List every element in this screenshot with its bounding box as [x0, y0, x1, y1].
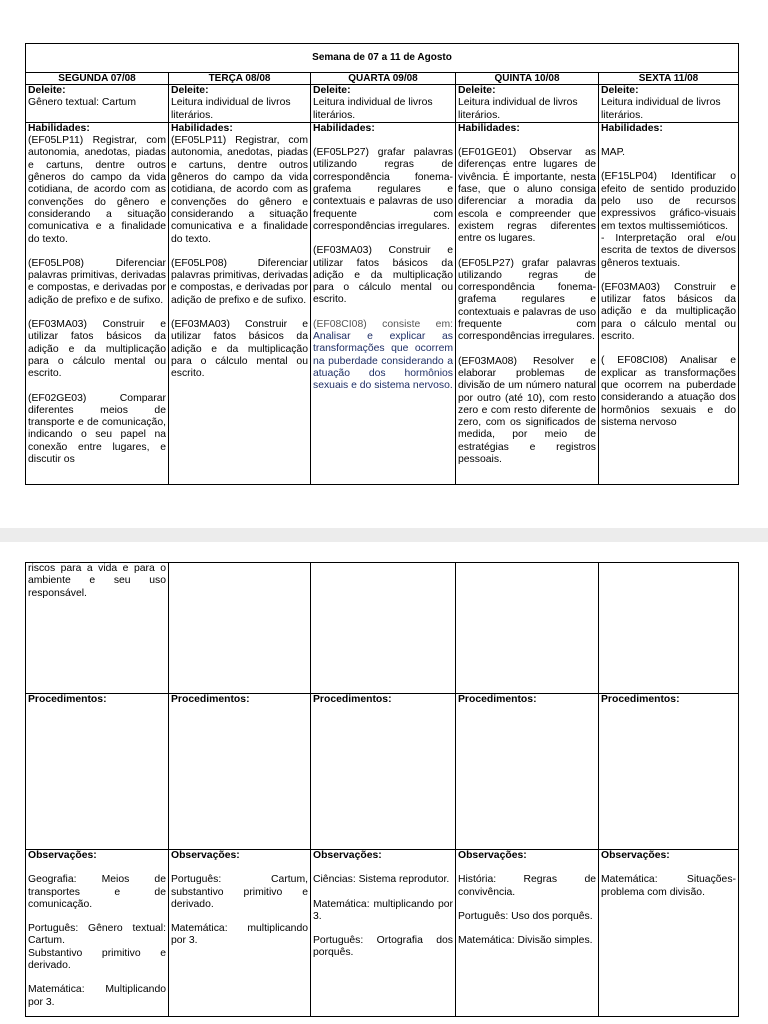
observacoes-quarta	[311, 850, 456, 1017]
procedimentos-segunda	[26, 694, 169, 850]
observacao-item: Matemática: multiplicando por 3.	[171, 923, 308, 947]
observacao-item: Português: Cartum, substantivo primitivo e derivado.	[171, 874, 308, 910]
habilidades-label: Habilidades:	[28, 122, 90, 134]
skills-cont-terca	[169, 563, 311, 694]
procedimentos-label: Procedimentos:	[313, 694, 392, 705]
skills-cont-segunda	[26, 563, 169, 694]
skills-cont-sexta	[599, 563, 739, 694]
observacoes-row	[26, 850, 739, 1017]
skill-item: (EF03MA03) Construir e utilizar fatos básicos da adição e da multiplicação para o cálculo mental ou escrito.	[171, 319, 308, 380]
observacao-item: Matemática: Multiplicando por 3.	[28, 984, 166, 1008]
observacoes-label: Observações:	[171, 850, 240, 861]
observacao-item: Matemática: Situações-problema com divisão.	[601, 874, 736, 898]
observacao-item: Geografia: Meios de transportes e de comunicação.	[28, 874, 166, 910]
week-title: Semana de 07 a 11 de Agosto	[26, 44, 739, 73]
deleite-label: Deleite:	[458, 85, 496, 96]
skills-cont-quinta	[456, 563, 599, 694]
day-header-quarta: QUARTA 09/08	[311, 73, 456, 85]
habilidades-label: Habilidades:	[458, 122, 520, 134]
deleite-text: Gênero textual: Cartum	[28, 97, 136, 109]
day-header-quinta: QUINTA 10/08	[456, 73, 599, 85]
deleite-text: Leitura individual de livros literários.	[458, 97, 578, 121]
skill-item: (EF05LP08) Diferenciar palavras primitivas, derivadas e compostas, e derivadas por adição de prefixo e de sufixo.	[28, 257, 166, 306]
procedimentos-quinta	[456, 694, 599, 850]
deleite-label: Deleite:	[171, 85, 209, 96]
skill-item: (EF05LP27) grafar palavras utilizando regras de correspondência fonema-grafema regulares e contextuais e palavras de uso frequente com correspondências irregulares.	[458, 257, 596, 343]
day-header-terca: TERÇA 08/08	[169, 73, 311, 85]
procedimentos-label: Procedimentos:	[171, 694, 250, 705]
skill-item: (EF05LP11) Registrar, com autonomia, anedotas, piadas e cartuns, dentre outros gêneros do campo da vida cotidiana, de acordo com as convenções do gênero e considerando a situação comunicativa e a finalidade do texto.	[171, 135, 308, 245]
day-header-sexta: SEXTA 11/08	[599, 73, 739, 85]
habilidades-continued-row	[26, 563, 739, 694]
deleite-cell-quarta	[311, 85, 456, 123]
observacao-item: Ciências: Sistema reprodutor.	[313, 874, 450, 886]
skill-item-continued: riscos para a vida e para o ambiente e seu uso responsável.	[28, 563, 166, 599]
observacoes-label: Observações:	[458, 850, 527, 861]
weekly-plan-table-continued	[25, 562, 739, 1017]
observacao-item: Português: Ortografia dos porquês.	[313, 935, 453, 959]
skills-cell-terca	[169, 122, 311, 484]
observacoes-label: Observações:	[313, 850, 382, 861]
deleite-text: Leitura individual de livros literários.	[313, 97, 433, 121]
observacoes-label: Observações:	[28, 850, 97, 861]
skills-cell-segunda	[26, 122, 169, 484]
days-header-row	[26, 73, 739, 85]
skill-item: (EF05LP11) Registrar, com autonomia, anedotas, piadas e cartuns, dentre outros gêneros do campo da vida cotidiana, de acordo com as convenções do gênero e considerando a situação comunicativa e a finalidade do texto.	[28, 135, 166, 245]
deleite-label: Deleite:	[28, 85, 66, 96]
observacao-item: Português: Uso dos porquês.	[458, 910, 593, 922]
procedimentos-row	[26, 694, 739, 850]
procedimentos-sexta	[599, 694, 739, 850]
habilidades-label: Habilidades:	[313, 122, 375, 134]
skill-item: (EF03MA03) Construir e utilizar fatos básicos da adição e da multiplicação para o cálculo mental ou escrito.	[313, 245, 453, 306]
habilidades-label: Habilidades:	[601, 122, 663, 134]
procedimentos-label: Procedimentos:	[28, 694, 107, 705]
habilidades-row	[26, 122, 739, 484]
skill-item: (EF03MA08) Resolver e elaborar problemas de divisão de um número natural por outro (até 10), com resto zero e com resto diferente de zero, com os significados de medida, por meio de estratégias e registros pessoais.	[458, 355, 596, 466]
deleite-cell-sexta	[599, 85, 739, 123]
skill-item: (EF02GE03) Comparar diferentes meios de transporte e de comunicação, indicando o seu papel na conexão entre lugares, e discutir os	[28, 392, 166, 466]
skill-item: (EF15LP04) Identificar o efeito de sentido produzido pelo uso de recursos expressivos gráfico-visuais em textos multissemióticos. - Interpretação oral e/ou escrita de textos de diversos gêneros textuais.	[601, 171, 736, 269]
procedimentos-label: Procedimentos:	[601, 694, 680, 705]
skill-item: (EF01GE01) Observar as diferenças entre lugares de vivência. É importante, nesta fase, que o aluno consiga diferenciar a moradia da escola e compreender que existem regras diferentes entre os lugares.	[458, 147, 596, 245]
observacao-item: Português: Gênero textual: Cartum. Substantivo primitivo e derivado.	[28, 923, 166, 972]
observacoes-terca	[169, 850, 311, 1017]
skill-item: (EF03MA03) Construir e utilizar fatos básicos da adição e da multiplicação para o cálculo mental ou escrito.	[28, 319, 166, 380]
skill-item	[313, 319, 453, 393]
procedimentos-quarta	[311, 694, 456, 850]
procedimentos-label: Procedimentos:	[458, 694, 537, 705]
skill-description: Analisar e explicar as transformações que ocorrem na puberdade considerando a atuação dos hormônios sexuais e do sistema nervoso.	[313, 331, 453, 392]
deleite-cell-terca	[169, 85, 311, 123]
deleite-text: Leitura individual de livros literários.	[601, 97, 721, 121]
skill-item: (EF03MA03) Construir e utilizar fatos básicos da adição e da multiplicação para o cálculo mental ou escrito.	[601, 281, 736, 343]
observacoes-sexta	[599, 850, 739, 1017]
weekly-plan-table	[25, 43, 739, 485]
observacao-item: Matemática: Divisão simples.	[458, 935, 593, 947]
procedimentos-terca	[169, 694, 311, 850]
observacoes-segunda	[26, 850, 169, 1017]
skill-item: MAP.	[601, 147, 626, 159]
skill-code: (EF08CI08) consiste em:	[313, 318, 453, 330]
skills-cell-quarta	[311, 122, 456, 484]
habilidades-label: Habilidades:	[171, 122, 233, 134]
deleite-cell-segunda	[26, 85, 169, 123]
observacoes-quinta	[456, 850, 599, 1017]
skills-cont-quarta	[311, 563, 456, 694]
observacoes-label: Observações:	[601, 850, 670, 861]
deleite-label: Deleite:	[601, 85, 639, 96]
skills-cell-quinta	[456, 122, 599, 484]
deleite-text: Leitura individual de livros literários.	[171, 97, 291, 121]
deleite-cell-quinta	[456, 85, 599, 123]
observacao-item: Matemática: multiplicando por 3.	[313, 898, 453, 922]
day-header-segunda: SEGUNDA 07/08	[26, 73, 169, 85]
skills-cell-sexta	[599, 122, 739, 484]
skill-item: ( EF08CI08) Analisar e explicar as transformações que ocorrem na puberdade considerando a atuação dos hormônios sexuais e do sistema nervoso	[601, 355, 736, 428]
skill-item: (EF05LP27) grafar palavras utilizando regras de correspondência fonema-grafema regulares e contextuais e palavras de uso frequente com correspondências irregulares.	[313, 147, 453, 232]
observacao-item: História: Regras de convivência.	[458, 874, 596, 898]
skill-item: (EF05LP08) Diferenciar palavras primitivas, derivadas e compostas, e derivadas por adição de prefixo e de sufixo.	[171, 257, 308, 306]
deleite-label: Deleite:	[313, 85, 351, 96]
deleite-row	[26, 85, 739, 123]
